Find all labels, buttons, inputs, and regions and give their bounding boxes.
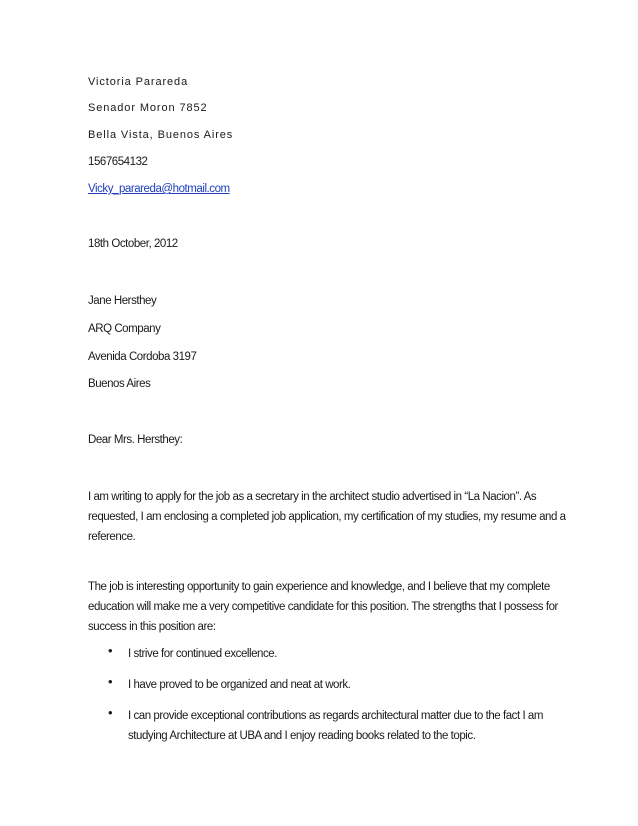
sender-phone: 1567654132	[88, 156, 148, 168]
bullet-text: I strive for continued excellence.	[128, 648, 277, 660]
bullet-text: I have proved to be organized and neat at work.	[128, 679, 351, 691]
paragraph-line: The job is interesting opportunity to gain experience and knowledge, and I believe that my complete	[88, 581, 550, 593]
salutation: Dear Mrs. Hersthey:	[88, 434, 183, 446]
paragraph-line: success in this position are:	[88, 621, 216, 633]
paragraph-line: I am writing to apply for the job as a secretary in the architect studio advertised in “La Nacion”. As	[88, 491, 537, 503]
body-paragraph-1	[88, 487, 566, 547]
bullet-icon: •	[108, 643, 113, 658]
sender-street: Senador Moron 7852	[88, 102, 208, 114]
recipient-name: Jane Hersthey	[88, 295, 157, 307]
sender-city: Bella Vista, Buenos Aires	[88, 129, 234, 141]
bullet-icon: •	[108, 705, 113, 720]
letter-date: 18th October, 2012	[88, 238, 178, 250]
sender-email-link[interactable]: Vicky_parareda@hotmail.com	[88, 183, 230, 195]
recipient-company: ARQ Company	[88, 323, 161, 335]
recipient-street: Avenida Cordoba 3197	[88, 351, 197, 363]
paragraph-line: requested, I am enclosing a completed job application, my certification of my studies, my resume and a	[88, 511, 566, 523]
paragraph-line: reference.	[88, 531, 136, 543]
recipient-city: Buenos Aires	[88, 378, 151, 390]
bullet-text: I can provide exceptional contributions as regards architectural matter due to the fact I am	[128, 710, 544, 722]
body-paragraph-2	[88, 577, 558, 637]
bullet-icon: •	[108, 674, 113, 689]
paragraph-line: education will make me a very competitive candidate for this position. The strengths that I possess for	[88, 601, 558, 613]
bullet-text: studying Architecture at UBA and I enjoy reading books related to the topic.	[128, 730, 476, 742]
sender-name: Victoria Parareda	[88, 76, 189, 88]
